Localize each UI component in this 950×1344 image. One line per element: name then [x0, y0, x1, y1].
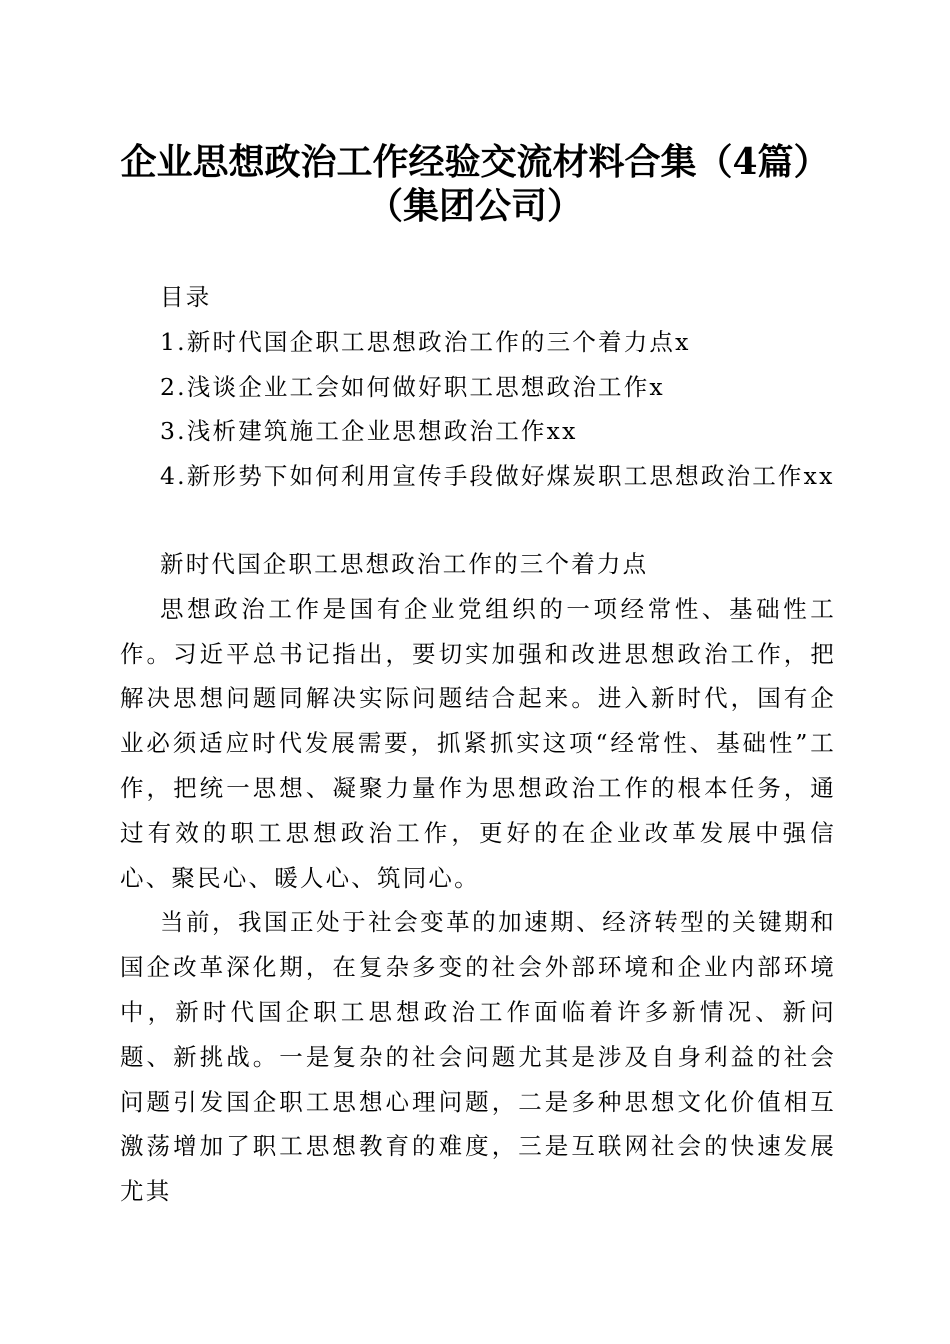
toc-item: 2.浅谈企业工会如何做好职工思想政治工作x: [160, 372, 665, 401]
section-heading: 新时代国企职工思想政治工作的三个着力点: [160, 550, 649, 578]
document-body: [120, 542, 836, 1214]
body-paragraph: 思想政治工作是国有企业党组织的一项经常性、基础性工作。习近平总书记指出，要切实加强和改进思想政治工作，把解决思想问题同解决实际问题结合起来。进入新时代，国有企业必须适应时代发展需要，抓紧抓实这项“经常性、基础性”工作，把统一思想、凝聚力量作为思想政治工作的根本任务，通过有效的职工思想政治工作，更好的在企业改革发展中强信心、聚民心、暖人心、筑同心。: [120, 594, 836, 892]
toc-item: 1.新时代国企职工思想政治工作的三个着力点x: [160, 327, 691, 356]
toc-item: 3.浅析建筑施工企业思想政治工作xx: [160, 417, 578, 446]
document-title-line-1: 企业思想政治工作经验交流材料合集（4篇）: [120, 141, 830, 183]
toc-heading: 目录: [160, 283, 212, 311]
body-paragraph: 当前，我国正处于社会变革的加速期、经济转型的关键期和国企改革深化期，在复杂多变的社会外部环境和企业内部环境中，新时代国企职工思想政治工作面临着许多新情况、新问题、新挑战。一是复杂的社会问题尤其是涉及自身利益的社会问题引发国企职工思想心理问题，二是多种思想文化价值相互激荡增加了职工思想教育的难度，三是互联网社会的快速发展尤其: [120, 908, 836, 1206]
toc-item: 4.新形势下如何利用宣传手段做好煤炭职工思想政治工作xx: [160, 462, 835, 491]
table-of-contents: [120, 275, 836, 499]
document-title-line-2: （集团公司）: [366, 185, 583, 227]
